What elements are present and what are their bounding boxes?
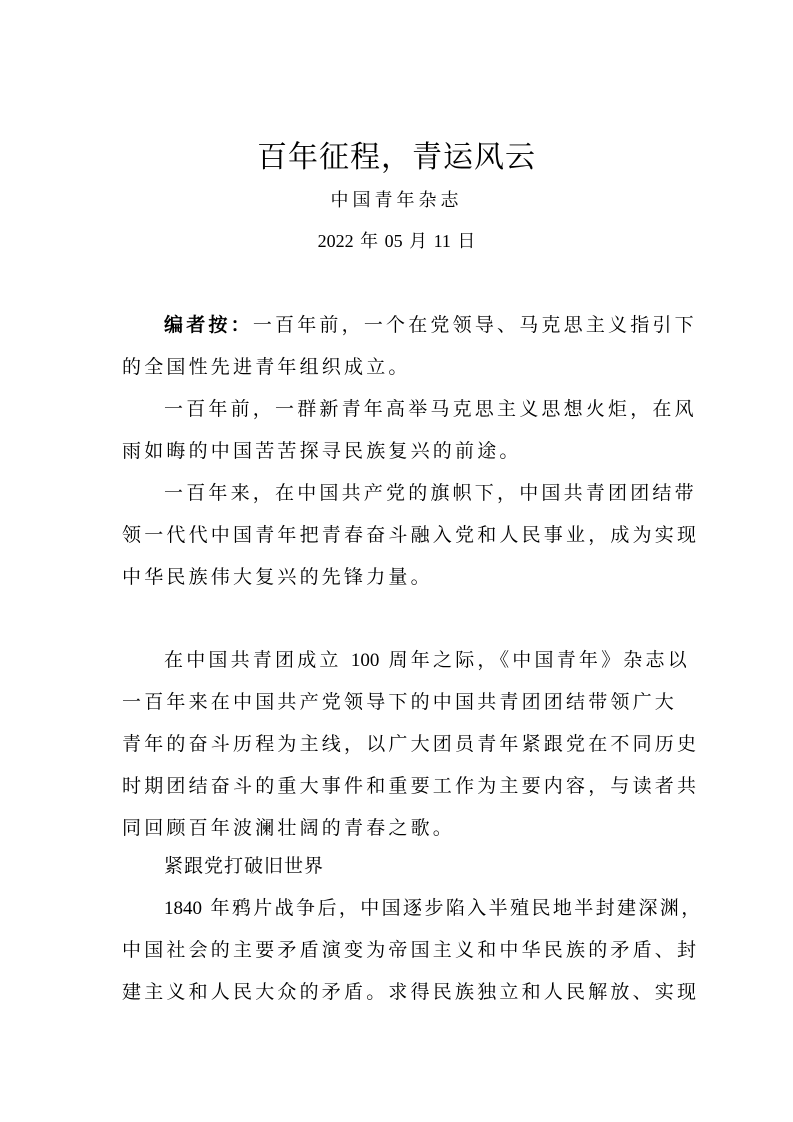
paragraph-line: 的全国性先进青年组织成立。 (122, 356, 411, 378)
paragraph-line: 领一代代中国青年把青春奋斗融入党和人民事业，成为实现 (122, 524, 700, 546)
paragraph-line: 中华民族伟大复兴的先锋力量。 (122, 566, 433, 588)
document-title: 百年征程，青运风云 (257, 141, 536, 174)
document-source: 中国青年杂志 (330, 190, 463, 211)
paragraph-line: 同回顾百年波澜壮阔的青春之歌。 (122, 817, 456, 839)
paragraph-line: 建主义和人民大众的矛盾。求得民族独立和人民解放、实现 (122, 981, 700, 1003)
paragraph-line: 雨如晦的中国苦苦探寻民族复兴的前途。 (122, 440, 522, 462)
paragraph-line: 一百年前，一群新青年高举马克思主义思想火炬，在风 (164, 398, 697, 420)
paragraph-line: 中国社会的主要矛盾演变为帝国主义和中华民族的矛盾、封 (122, 939, 700, 961)
paragraph-line: 在中国共青团成立 100 周年之际，《中国青年》杂志以 (164, 649, 690, 671)
section-heading: 紧跟党打破旧世界 (164, 855, 325, 877)
paragraph-line: 1840 年鸦片战争后，中国逐步陷入半殖民地半封建深渊， (164, 897, 703, 919)
editor-note-line: 编者按：一百年前，一个在党领导、马克思主义指引下 (164, 314, 697, 336)
paragraph-line: 一百年来，在中国共产党的旗帜下，中国共青团团结带 (164, 482, 697, 504)
paragraph-line: 一百年来在中国共产党领导下的中国共青团团结带领广大 (122, 691, 678, 713)
paragraph-line: 青年的奋斗历程为主线，以广大团员青年紧跟党在不同历史 (122, 733, 700, 755)
paragraph-line: 时期团结奋斗的重大事件和重要工作为主要内容，与读者共 (122, 775, 700, 797)
editor-note-label: 编者按： (164, 314, 253, 336)
document-date: 2022 年 05 月 11 日 (317, 231, 476, 251)
